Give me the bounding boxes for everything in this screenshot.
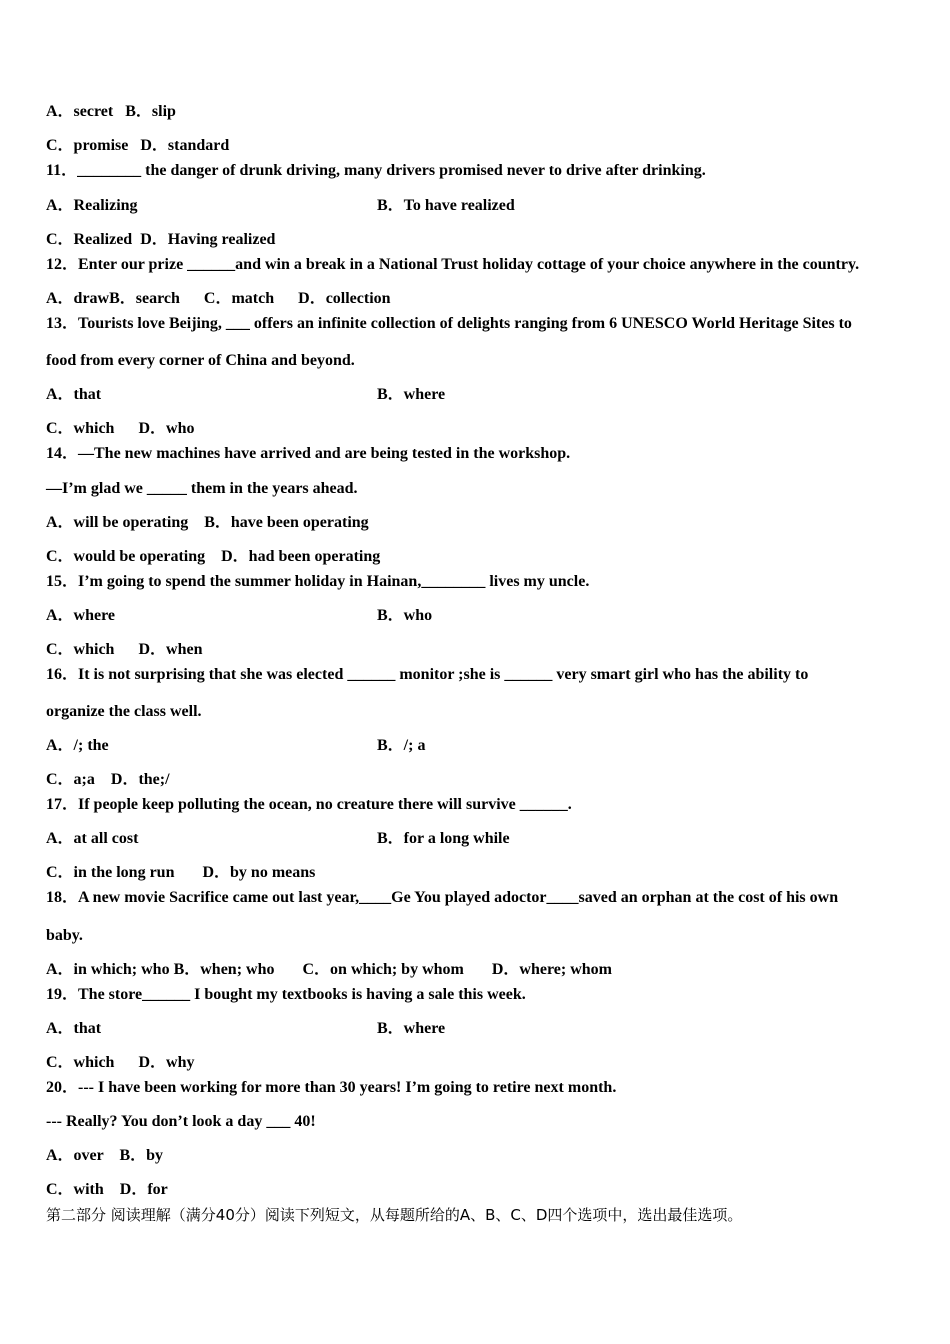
- q15-option-a: A．where: [46, 607, 116, 624]
- q16-option-a: A．/; the: [46, 737, 109, 754]
- q14-options-ab: A．will be operating B．have been operating: [46, 514, 369, 531]
- q20-stem: 20．--- I have been working for more than 30 years! I’m going to retire next month.: [46, 1079, 617, 1096]
- q17-option-b: B．for a long while: [377, 830, 510, 847]
- q18-stem-cont: baby.: [46, 927, 83, 944]
- q13-option-b: B．where: [377, 386, 446, 403]
- q16-options-cd: C．a;a D．the;/: [46, 771, 170, 788]
- q11-option-b: B．To have realized: [377, 197, 515, 214]
- q15-option-b: B．who: [377, 607, 433, 624]
- q19-option-b: B．where: [377, 1020, 446, 1037]
- q14-stem-reply: —I’m glad we _____ them in the years ahead.: [46, 480, 358, 497]
- q19-options-cd: C．which D．why: [46, 1054, 195, 1071]
- q13-option-a: A．that: [46, 386, 102, 403]
- q18-stem: 18．A new movie Sacrifice came out last year,____Ge You played adoctor____saved an orphan at the cost of his own: [46, 889, 839, 906]
- q14-stem: 14．—The new machines have arrived and are being tested in the workshop.: [46, 445, 571, 462]
- q18-options: A．in which; who B．when; who C．on which; by whom D．where; whom: [46, 961, 612, 978]
- q17-stem: 17．If people keep polluting the ocean, no creature there will survive ______.: [46, 796, 572, 813]
- q17-option-a: A．at all cost: [46, 830, 139, 847]
- q12-stem: 12．Enter our prize ______and win a break in a National Trust holiday cottage of your choice anywhere in the country.: [46, 256, 860, 273]
- q10-options-ab: A．secret B．slip: [46, 103, 176, 120]
- q16-stem-cont: organize the class well.: [46, 703, 202, 720]
- q12-options: A．drawB．search C．match D．collection: [46, 290, 391, 307]
- q20-options-ab: A．over B．by: [46, 1147, 164, 1164]
- q17-options-cd: C．in the long run D．by no means: [46, 864, 316, 881]
- q14-options-cd: C．would be operating D．had been operating: [46, 548, 381, 565]
- section-two-heading: 第二部分 阅读理解（满分40分）阅读下列短文，从每题所给的A、B、C、D四个选项中，选出最佳选项。: [46, 1206, 743, 1224]
- q11-options-cd: C．Realized D．Having realized: [46, 231, 276, 248]
- q13-options-cd: C．which D．who: [46, 420, 195, 437]
- q15-stem: 15．I’m going to spend the summer holiday in Hainan,________ lives my uncle.: [46, 573, 590, 590]
- q19-option-a: A．that: [46, 1020, 102, 1037]
- q11-stem: 11．________ the danger of drunk driving, many drivers promised never to drive after drinking.: [46, 162, 706, 179]
- q13-stem: 13．Tourists love Beijing, ___ offers an infinite collection of delights ranging from 6 UNESCO World Heritage Sites to: [46, 315, 852, 332]
- q15-options-cd: C．which D．when: [46, 641, 203, 658]
- q10-options-cd: C．promise D．standard: [46, 137, 230, 154]
- q20-options-cd: C．with D．for: [46, 1181, 168, 1198]
- q11-option-a: A．Realizing: [46, 197, 138, 214]
- q19-stem: 19．The store______ I bought my textbooks is having a sale this week.: [46, 986, 526, 1003]
- q13-stem-cont: food from every corner of China and beyond.: [46, 352, 355, 369]
- q20-stem-reply: --- Really? You don’t look a day ___ 40!: [46, 1113, 316, 1130]
- q16-stem: 16．It is not surprising that she was elected ______ monitor ;she is ______ very smart girl who has the ability to: [46, 666, 809, 683]
- q16-option-b: B．/; a: [377, 737, 426, 754]
